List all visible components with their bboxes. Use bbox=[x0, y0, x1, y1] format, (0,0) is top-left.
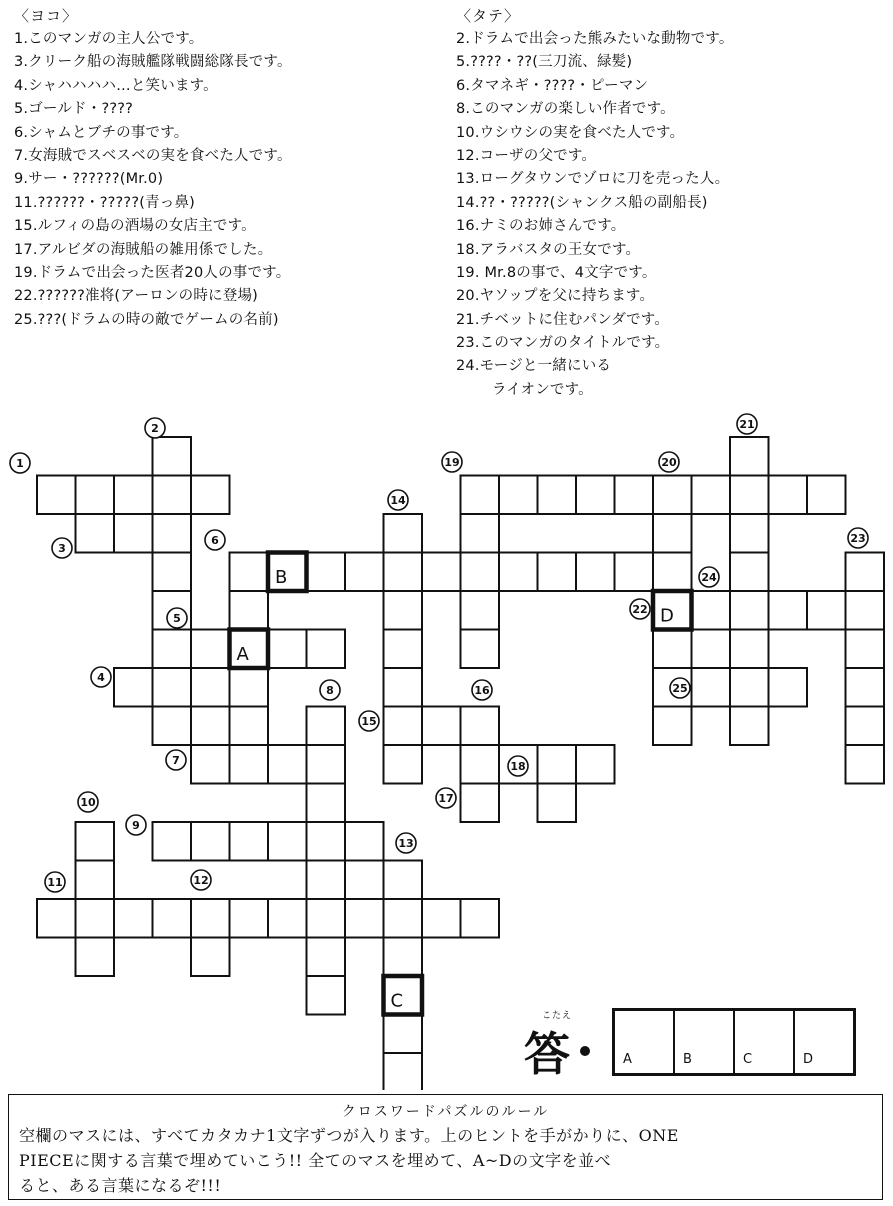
grid-cell[interactable] bbox=[230, 745, 269, 784]
grid-cell[interactable] bbox=[191, 938, 230, 977]
grid-cell[interactable] bbox=[191, 630, 230, 669]
grid-cell[interactable] bbox=[461, 899, 500, 938]
answer-box-a[interactable] bbox=[615, 1011, 675, 1073]
grid-cell[interactable] bbox=[576, 553, 615, 592]
grid-cell[interactable] bbox=[384, 707, 423, 746]
across-clue: 1.このマンガの主人公です。 bbox=[14, 31, 204, 47]
clue-number: 20 bbox=[661, 456, 677, 469]
answer-label: 答 bbox=[524, 1027, 570, 1081]
grid-cell[interactable] bbox=[692, 668, 731, 707]
clue-number: 7 bbox=[172, 754, 180, 767]
grid-cell[interactable] bbox=[653, 476, 692, 515]
grid-cell[interactable] bbox=[653, 707, 692, 746]
down-clue: 14.??・?????(シャンクス船の副船長) bbox=[456, 194, 708, 211]
grid-cell[interactable] bbox=[692, 591, 731, 630]
grid-cell[interactable] bbox=[384, 861, 423, 900]
grid-cell[interactable] bbox=[345, 899, 384, 938]
grid-cell[interactable] bbox=[307, 745, 346, 784]
grid-cell[interactable] bbox=[384, 630, 423, 669]
grid-cell[interactable] bbox=[692, 476, 731, 515]
grid-cell[interactable] bbox=[153, 514, 192, 553]
grid-cell[interactable] bbox=[846, 591, 885, 630]
down-clue: 23.このマンガのタイトルです。 bbox=[456, 335, 670, 352]
grid-cell[interactable] bbox=[461, 476, 500, 515]
grid-cell[interactable] bbox=[307, 784, 346, 823]
grid-cell[interactable] bbox=[307, 976, 346, 1015]
clue-number: 3 bbox=[58, 542, 66, 555]
grid-cell[interactable] bbox=[538, 784, 577, 823]
grid-cell[interactable] bbox=[191, 745, 230, 784]
grid-cell[interactable] bbox=[499, 476, 538, 515]
grid-cell[interactable] bbox=[153, 553, 192, 592]
grid-cell[interactable] bbox=[230, 899, 269, 938]
grid-cell[interactable] bbox=[268, 745, 307, 784]
grid-cell[interactable] bbox=[76, 822, 115, 861]
grid-cell[interactable] bbox=[653, 630, 692, 669]
grid-cell[interactable] bbox=[846, 668, 885, 707]
clue-number: 2 bbox=[151, 422, 159, 435]
answer-box-label: A bbox=[623, 1052, 632, 1067]
grid-cell[interactable] bbox=[576, 476, 615, 515]
grid-cell[interactable] bbox=[76, 861, 115, 900]
clue-number: 5 bbox=[173, 612, 181, 625]
grid-cell[interactable] bbox=[307, 899, 346, 938]
rules-line-3: ると、ある言葉になるぞ!!! bbox=[19, 1176, 222, 1195]
answer-dot bbox=[580, 1046, 590, 1056]
clue-number: 25 bbox=[672, 682, 688, 695]
grid-cell[interactable] bbox=[461, 630, 500, 669]
grid-cell[interactable] bbox=[230, 591, 269, 630]
grid-cell[interactable] bbox=[384, 1015, 423, 1054]
answer-box-label: D bbox=[803, 1052, 814, 1067]
grid-cell[interactable] bbox=[114, 899, 153, 938]
grid-cell[interactable] bbox=[307, 822, 346, 861]
grid-cell[interactable] bbox=[230, 707, 269, 746]
answer-area bbox=[524, 1008, 854, 1081]
down-clue: 8.このマンガの楽しい作者です。 bbox=[456, 101, 675, 118]
down-clue: 5.????・??(三刀流、緑髪) bbox=[456, 54, 633, 71]
clue-number: 10 bbox=[80, 796, 96, 809]
clue-number: 9 bbox=[132, 819, 140, 832]
across-clue: 22.??????准将(アーロンの時に登場) bbox=[14, 288, 259, 305]
grid-cell[interactable] bbox=[37, 476, 76, 515]
rules-title: クロスワードパズルのルール bbox=[341, 1104, 550, 1120]
grid-cell[interactable] bbox=[730, 514, 769, 553]
grid-cell[interactable] bbox=[114, 668, 153, 707]
grid-cell[interactable] bbox=[153, 822, 192, 861]
letter-cell-label: A bbox=[236, 644, 249, 665]
grid-cell[interactable] bbox=[153, 899, 192, 938]
grid-cell[interactable] bbox=[37, 899, 76, 938]
grid-cell[interactable] bbox=[268, 822, 307, 861]
answer-boxes bbox=[612, 1008, 856, 1076]
grid-cell[interactable] bbox=[730, 553, 769, 592]
grid-cell[interactable] bbox=[153, 476, 192, 515]
grid-cell[interactable] bbox=[461, 784, 500, 823]
grid-cell[interactable] bbox=[538, 745, 577, 784]
grid-cell[interactable] bbox=[499, 553, 538, 592]
grid-cell[interactable] bbox=[769, 591, 808, 630]
grid-cell[interactable] bbox=[576, 745, 615, 784]
grid-cell[interactable] bbox=[153, 668, 192, 707]
grid-cell[interactable] bbox=[230, 822, 269, 861]
down-heading: 〈タテ〉 bbox=[456, 7, 521, 25]
clue-number: 15 bbox=[361, 715, 377, 728]
across-clue: 3.クリーク船の海賊艦隊戦闘総隊長です。 bbox=[14, 54, 292, 71]
across-clue: 4.シャハハハハ…と笑います。 bbox=[14, 77, 218, 94]
grid-cell[interactable] bbox=[461, 591, 500, 630]
grid-cell[interactable] bbox=[384, 745, 423, 784]
down-clue: 10.ウシウシの実を食べた人です。 bbox=[456, 124, 685, 141]
clue-number: 6 bbox=[211, 534, 219, 547]
grid-cell[interactable] bbox=[653, 553, 692, 592]
answer-ruby: こたえ bbox=[542, 1011, 573, 1021]
answer-box-b[interactable] bbox=[675, 1011, 735, 1073]
grid-cell[interactable] bbox=[730, 591, 769, 630]
grid-cell[interactable] bbox=[384, 668, 423, 707]
down-clue: 12.コーザの父です。 bbox=[456, 147, 597, 164]
rules-line-1: 空欄のマスには、すべてカタカナ1文字ずつが入ります。上のヒントを手がかりに、ONE bbox=[19, 1126, 679, 1145]
grid-cell[interactable] bbox=[384, 591, 423, 630]
grid-cell[interactable] bbox=[730, 476, 769, 515]
clue-number: 22 bbox=[632, 603, 648, 616]
across-clue: 17.アルビダの海賊船の雑用係でした。 bbox=[14, 241, 273, 258]
letter-cell-label: C bbox=[390, 990, 404, 1012]
grid-cell[interactable] bbox=[538, 553, 577, 592]
grid-cell[interactable] bbox=[384, 899, 423, 938]
across-clue: 9.サー・??????(Mr.0) bbox=[14, 171, 164, 188]
grid-cell[interactable] bbox=[538, 476, 577, 515]
grid-cell[interactable] bbox=[345, 822, 384, 861]
grid-cell[interactable] bbox=[191, 822, 230, 861]
grid-cell[interactable] bbox=[76, 514, 115, 553]
grid-cell[interactable] bbox=[384, 1053, 423, 1090]
grid-cell[interactable] bbox=[422, 707, 461, 746]
grid-cell[interactable] bbox=[307, 553, 346, 592]
clue-number: 4 bbox=[97, 671, 105, 684]
answer-box-c[interactable] bbox=[735, 1011, 795, 1073]
clue-number: 19 bbox=[444, 456, 460, 469]
grid-cell[interactable] bbox=[384, 553, 423, 592]
clue-number: 8 bbox=[326, 684, 334, 697]
clue-number: 11 bbox=[47, 876, 63, 889]
grid-cell[interactable] bbox=[230, 668, 269, 707]
clue-number: 13 bbox=[398, 837, 414, 850]
grid-cell[interactable] bbox=[114, 514, 153, 553]
grid-cell[interactable] bbox=[807, 591, 846, 630]
grid-cell[interactable] bbox=[846, 745, 885, 784]
grid-cell[interactable] bbox=[769, 668, 808, 707]
clue-number: 12 bbox=[193, 874, 209, 887]
down-clue: 18.アラバスタの王女です。 bbox=[456, 241, 641, 258]
grid-cell[interactable] bbox=[76, 899, 115, 938]
grid-cell[interactable] bbox=[191, 899, 230, 938]
down-clue: 24.モージと一緒にいる bbox=[456, 358, 612, 375]
grid-cell[interactable] bbox=[153, 630, 192, 669]
clue-number: 24 bbox=[701, 571, 717, 584]
grid-cell[interactable] bbox=[268, 899, 307, 938]
grid-cell[interactable] bbox=[846, 553, 885, 592]
grid-cell[interactable] bbox=[807, 476, 846, 515]
clue-number: 16 bbox=[474, 684, 490, 697]
clue-number: 21 bbox=[739, 418, 755, 431]
grid-cell[interactable] bbox=[153, 707, 192, 746]
down-clue: 20.ヤソップを父に持ちます。 bbox=[456, 288, 655, 305]
letter-cell-label: B bbox=[275, 567, 288, 588]
grid-cell[interactable] bbox=[461, 553, 500, 592]
grid-cell[interactable] bbox=[461, 707, 500, 746]
grid-cell[interactable] bbox=[307, 938, 346, 977]
across-clue: 11.??????・?????(青っ鼻) bbox=[14, 194, 196, 211]
across-clue: 25.???(ドラムの時の敵でゲームの名前) bbox=[14, 311, 279, 328]
grid-cell[interactable] bbox=[307, 630, 346, 669]
grid-cell[interactable] bbox=[769, 476, 808, 515]
grid-cell[interactable] bbox=[422, 899, 461, 938]
grid-cell[interactable] bbox=[76, 938, 115, 977]
down-clue: 6.タマネギ・????・ピーマン bbox=[456, 77, 649, 94]
grid-cell[interactable] bbox=[76, 476, 115, 515]
across-clue: 5.ゴールド・???? bbox=[14, 101, 134, 118]
down-clue: 19. Mr.8の事で、4文字です。 bbox=[456, 264, 657, 281]
grid-cell[interactable] bbox=[615, 553, 654, 592]
grid-cell[interactable] bbox=[307, 861, 346, 900]
grid-cell[interactable] bbox=[461, 745, 500, 784]
across-clue: 7.女海賊でスベスベの実を食べた人です。 bbox=[14, 147, 292, 164]
grid-cell[interactable] bbox=[268, 630, 307, 669]
rules-body bbox=[9, 1121, 882, 1198]
down-clue: 13.ローグタウンでゾロに刀を売った人。 bbox=[456, 171, 730, 188]
across-clue: 6.シャムとブチの事です。 bbox=[14, 124, 189, 141]
clue-number: 14 bbox=[390, 494, 406, 507]
clue-number: 23 bbox=[850, 532, 866, 545]
down-clue: 16.ナミのお姉さんです。 bbox=[456, 218, 626, 235]
grid-cell[interactable] bbox=[730, 668, 769, 707]
grid-cell[interactable] bbox=[345, 553, 384, 592]
grid-cell[interactable] bbox=[846, 630, 885, 669]
grid-cell[interactable] bbox=[307, 707, 346, 746]
grid-cell[interactable] bbox=[846, 707, 885, 746]
grid-cell[interactable] bbox=[653, 514, 692, 553]
grid-cell[interactable] bbox=[730, 437, 769, 476]
answer-box-d[interactable] bbox=[795, 1011, 853, 1073]
grid-cell[interactable] bbox=[461, 514, 500, 553]
grid-cell[interactable] bbox=[230, 553, 269, 592]
across-heading: 〈ヨコ〉 bbox=[14, 7, 79, 25]
down-clue: ライオンです。 bbox=[492, 381, 593, 398]
rules-box bbox=[8, 1094, 883, 1200]
grid-cell[interactable] bbox=[384, 938, 423, 977]
grid-cell[interactable] bbox=[384, 514, 423, 553]
grid-cell[interactable] bbox=[191, 668, 230, 707]
across-clue: 15.ルフィの島の酒場の女店主です。 bbox=[14, 218, 256, 235]
grid-cell[interactable] bbox=[615, 476, 654, 515]
clue-number: 18 bbox=[510, 760, 526, 773]
grid-cell[interactable] bbox=[153, 437, 192, 476]
across-clue: 19.ドラムで出会った医者20人の事です。 bbox=[14, 264, 291, 281]
grid-cell[interactable] bbox=[114, 476, 153, 515]
answer-box-label: C bbox=[743, 1052, 753, 1067]
clue-number: 17 bbox=[438, 792, 454, 805]
grid-cell[interactable] bbox=[422, 553, 461, 592]
down-clue: 2.ドラムで出会った熊みたいな動物です。 bbox=[456, 31, 734, 47]
letter-cell-label: D bbox=[660, 605, 674, 627]
rules-line-2: PIECEに関する言葉で埋めていこう!! 全てのマスを埋めて、A~Dの文字を並べ bbox=[19, 1151, 612, 1170]
answer-box-label: B bbox=[683, 1052, 692, 1067]
grid-cell[interactable] bbox=[730, 630, 769, 669]
grid-cell[interactable] bbox=[730, 707, 769, 746]
grid-cell[interactable] bbox=[191, 476, 230, 515]
down-clue: 21.チベットに住むパンダです。 bbox=[456, 311, 670, 328]
clue-number: 1 bbox=[16, 457, 24, 470]
